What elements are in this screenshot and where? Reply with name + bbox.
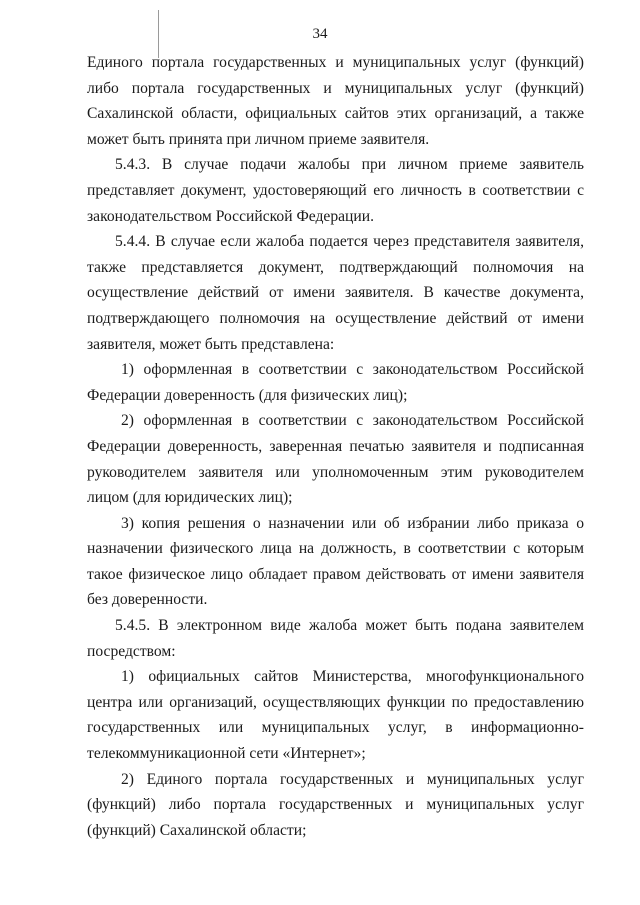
list-item-5-4-4-2: 2) оформленная в соответствии с законодательством Российской Федерации доверенность, заверенная печатью заявителя и подписанная руководителем заявителя или уполномоченным этим руководителем лицом (для юридических лиц); [87,412,584,507]
list-item-5-4-5-1: 1) официальных сайтов Министерства, многофункционального центра или организаций, осуществляющих функции по предоставлению государственных или муниципальных услуг, в информационно-телекоммуникационной сети «Интернет»; [87,668,584,763]
paragraph-continuation: Единого портала государственных и муниципальных услуг (функций) либо портала государственных и муниципальных услуг (функций) Сахалинской области, официальных сайтов этих организаций, а также может быть принята при личном приеме заявителя. [87,54,584,148]
page-number: 34 [312,26,328,42]
document-body [87,50,584,843]
list-item-5-4-4-3: 3) копия решения о назначении или об избрании либо приказа о назначении физического лица на должность, в соответствии с которым такое физическое лицо обладает правом действовать от имени заявителя без доверенности. [87,514,584,609]
list-item-5-4-5-2: 2) Единого портала государственных и муниципальных услуг (функций) либо портала государственных и муниципальных услуг (функций) Сахалинской области; [87,770,584,839]
paragraph-5-4-5: 5.4.5. В электронном виде жалоба может быть подана заявителем посредством: [87,617,584,660]
list-item-5-4-4-1: 1) оформленная в соответствии с законодательством Российской Федерации доверенность (для физических лиц); [87,361,584,404]
paragraph-5-4-3: 5.4.3. В случае подачи жалобы при личном приеме заявитель представляет документ, удостоверяющий его личность в соответствии с законодательством Российской Федерации. [87,156,584,225]
paragraph-5-4-4: 5.4.4. В случае если жалоба подается через представителя заявителя, также представляется документ, подтверждающий полномочия на осуществление действий от имени заявителя. В качестве документа, подтверждающего полномочия на осуществление действий от имени заявителя, может быть представлена: [87,233,584,353]
